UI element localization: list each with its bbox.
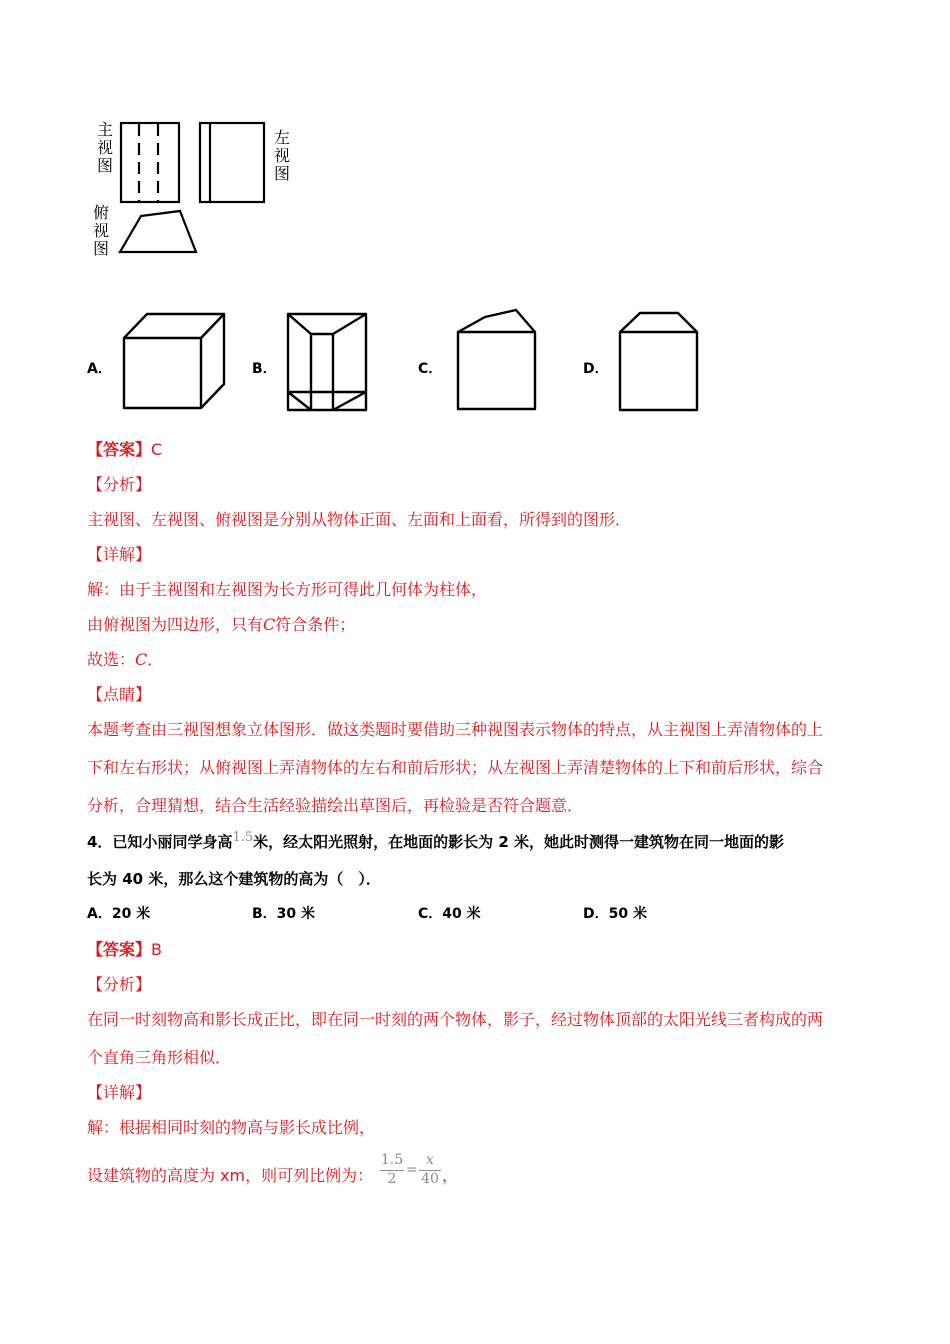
q4-analysis-line-1: 在同一时刻物高和影长成正比，即在同一时刻的两个物体，影子，经过物体顶部的太阳光线三者构成的两 (87, 1010, 824, 1029)
q3-answer-line (87, 440, 162, 460)
height-value: 1.5 (232, 830, 254, 845)
q3-comment-line-3: 分析，合理猜想，结合生活经验描绘出草图后，再检验是否符合题意． (87, 796, 584, 815)
q3-analysis-text: 主视图、左视图、俯视图是分别从物体正面、左面和上面看，所得到的图形． (87, 510, 632, 529)
q3-comment-line-1: 本题考查由三视图想象立体图形．做这类题时要借助三种视图表示物体的特点，从主视图上弄清物体的上 (87, 720, 824, 739)
top-view-label: 俯 视 图 (92, 203, 109, 258)
q3-comment-tag: 【点睛】 (87, 685, 152, 704)
q4-option-b[interactable]: B．30 米 (252, 906, 316, 922)
q3-detail-line-3: 故选：C． (87, 650, 164, 669)
equals-sign: = (406, 1162, 418, 1178)
left-view-label: 左 视 图 (273, 128, 290, 183)
q4-detail-line-2: 设建筑物的高度为 xm，则可列比例为： (87, 1166, 374, 1185)
front-view-label: 主 视 图 (96, 120, 113, 175)
fraction-2-denominator: 40 (419, 1170, 441, 1187)
q3-comment-line-2: 下和左右形状；从俯视图上弄清物体的左右和前后形状；从左视图上弄清楚物体的上下和前后形状，综合 (87, 758, 824, 777)
answer-value: C (151, 440, 163, 459)
q4-option-c[interactable]: C．40 米 (418, 906, 481, 922)
fraction-1 (380, 1152, 404, 1187)
q4-analysis-tag: 【分析】 (87, 975, 152, 994)
fraction-2 (419, 1152, 441, 1187)
q4-option-a[interactable]: A．20 米 (87, 906, 151, 922)
q4-option-d[interactable]: D．50 米 (583, 906, 647, 922)
fraction-2-numerator: x (426, 1152, 434, 1168)
q4-stem-line-1: 4．已知小丽同学身高1.5米，经太阳光照射，在地面的影长为 2 米，她此时测得一建筑物在同一地面的影 (87, 830, 785, 851)
answer-tag: 【答案】 (87, 940, 152, 959)
front-view-rect (121, 123, 179, 202)
option-b-label[interactable]: B． (252, 361, 277, 377)
top-view-quadrilateral (120, 211, 196, 252)
option-b-prism (288, 314, 366, 410)
answer-value: B (151, 940, 162, 959)
option-d-shape (620, 313, 697, 410)
option-a-cube (124, 314, 224, 408)
q3-detail-line-2: 由俯视图为四边形，只有C符合条件； (87, 615, 356, 634)
q3-detail-tag: 【详解】 (87, 545, 152, 564)
option-a-label[interactable]: A． (87, 361, 112, 377)
q4-detail-tag: 【详解】 (87, 1083, 152, 1102)
fraction-1-numerator: 1.5 (380, 1152, 404, 1168)
q4-stem-line-2: 长为 40 米，那么这个建筑物的高为（ ）． (87, 870, 381, 888)
q4-answer-line (87, 940, 162, 960)
q3-analysis-tag: 【分析】 (87, 475, 152, 494)
options-figures (0, 300, 950, 420)
fraction-1-denominator: 2 (380, 1170, 404, 1187)
q4-detail-line-1: 解：根据相同时刻的物高与影长成比例， (87, 1118, 376, 1137)
option-c-shape (458, 310, 535, 409)
answer-tag: 【答案】 (87, 440, 152, 459)
option-d-label[interactable]: D． (583, 361, 609, 377)
q4-analysis-line-2: 个直角三角形相似． (87, 1048, 232, 1067)
option-c-label[interactable]: C． (418, 361, 443, 377)
three-view-figure (0, 0, 950, 280)
q3-detail-line-1: 解：由于主视图和左视图为长方形可得此几何体为柱体， (87, 580, 488, 599)
formula-end-comma: ， (442, 1166, 459, 1185)
